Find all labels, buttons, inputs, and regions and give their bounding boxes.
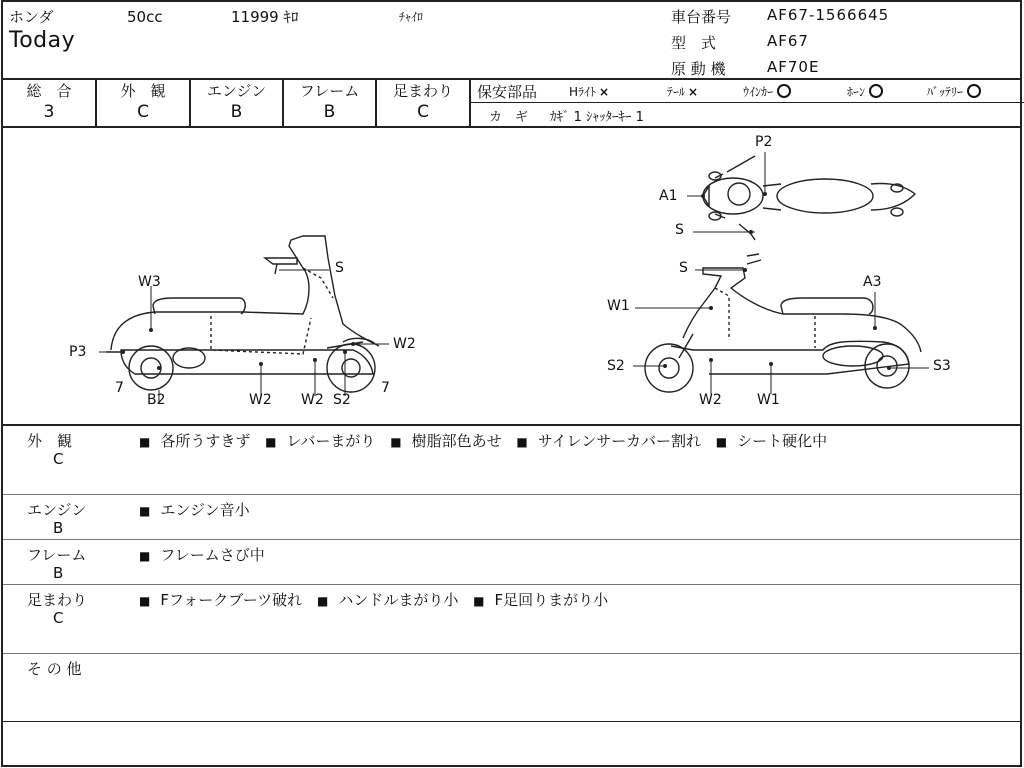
bullet-icon: ■ [473,594,485,608]
label-s-top: S [675,222,684,238]
remark-exterior [3,426,1020,495]
scooter-top-view [703,156,915,240]
item-name: Hﾗｲﾄ [569,85,597,99]
bullet-icon: ■ [139,549,151,563]
leader-dots [121,192,891,370]
safety-item-battery [927,83,981,100]
label-s3: S3 [933,358,951,374]
label-s2-right: S2 [607,358,625,374]
remark-notes [139,544,275,565]
mileage: 11999 ｷﾛ [231,8,299,26]
safety-item-winker [743,83,791,100]
remark-notes [139,430,837,451]
remark-note: 各所うすきず [160,432,251,450]
safety-item-tail [667,83,698,100]
label-w2-c: W2 [393,336,416,352]
model-name: Today [9,28,76,53]
displacement: 50cc [127,8,163,26]
key-label: カ ギ [489,110,529,125]
remark-other [3,654,1020,722]
key-value: ｶｷﾞ 1 ｼｬｯﾀｰｷｰ 1 [550,110,644,125]
grade-label: 足まわり [392,82,453,100]
remark-category: そ の 他 [27,660,82,678]
label-b2: B2 [147,392,166,408]
leader-lines [99,152,929,404]
grade-value: C [137,102,149,122]
remark-note: Fフォークブーツ破れ [160,591,303,609]
damage-diagram [3,128,1020,426]
grade-cell-overall [3,80,97,126]
remark-grade: B [53,519,64,537]
label-w2-b: W2 [301,392,324,408]
label-s-left: S [335,260,344,276]
divider [471,102,1024,103]
label-w2-a: W2 [249,392,272,408]
item-name: ﾊﾞｯﾃﾘｰ [927,85,964,99]
remark-frame [3,540,1020,585]
label-p3: P3 [69,344,87,360]
bullet-icon: ■ [265,435,277,449]
remark-note: F足回りまがり小 [494,591,609,609]
item-name: ﾃｰﾙ [667,85,686,99]
bullet-icon: ■ [139,504,151,518]
label-w1-a: W1 [607,298,630,314]
model-type: AF67 [767,32,809,50]
label-w2-right: W2 [699,392,722,408]
remark-category: フレーム [27,546,87,564]
bullet-icon: ■ [316,594,329,608]
grade-value: B [230,102,243,122]
grade-value: B [323,102,336,122]
grade-label: 総 合 [26,82,72,100]
model-type-label: 型 式 [671,34,717,52]
remark-category: エンジン [27,501,87,519]
label-7-right: 7 [381,380,390,396]
remark-grade: B [53,564,64,582]
circle-mark-icon [967,84,981,98]
label-a3: A3 [863,274,882,290]
bullet-icon: ■ [516,435,528,449]
label-w1-b: W1 [757,392,780,408]
remark-engine [3,495,1020,540]
engine-label: 原 動 機 [671,60,726,78]
safety-label: 保安部品 [477,83,538,101]
remark-grade: C [53,609,64,627]
header [3,2,1020,80]
maker: ホンダ [9,8,54,26]
label-w3: W3 [138,274,161,290]
cross-mark-icon: × [599,85,610,99]
remark-note: エンジン音小 [160,501,250,519]
label-a1: A1 [659,188,678,204]
grade-cell-exterior [97,80,191,126]
grade-value: 3 [43,102,55,122]
engine-type: AF70E [767,58,820,76]
remark-notes [139,589,618,610]
remark-note: 樹脂部色あせ [411,432,502,450]
grades-row [3,80,1020,128]
label-p2: P2 [755,134,773,150]
bullet-icon: ■ [139,435,151,449]
safety-parts [471,80,1024,126]
remark-note: フレームさび中 [160,546,265,564]
remark-note: シート硬化中 [737,432,828,450]
grade-label: 外 観 [120,82,166,100]
frame-no: AF67-1566645 [767,6,890,24]
remark-notes [139,499,260,520]
grade-label: フレーム [299,82,360,100]
remark-category: 足まわり [27,591,88,609]
item-name: ｳｲﾝｶｰ [743,85,774,99]
remark-note: ハンドルまがり小 [338,591,459,609]
grade-cell-engine [191,80,284,126]
bullet-icon: ■ [139,594,151,608]
label-s2: S2 [333,392,351,408]
label-7-left: 7 [115,380,124,396]
remark-note: サイレンサーカバー割れ [537,432,701,450]
remark-note: レバーまがり [286,432,376,450]
bullet-icon: ■ [390,435,402,449]
grade-value: C [417,102,429,122]
color: ﾁｬｲﾛ [399,10,424,24]
frame-no-label: 車台番号 [671,8,732,26]
remark-category: 外 観 [27,432,73,450]
key-row [489,106,644,125]
circle-mark-icon [869,84,883,98]
inspection-sheet [1,0,1022,767]
label-s-right: S [679,260,688,276]
circle-mark-icon [777,84,791,98]
grade-label: エンジン [206,82,267,100]
remark-suspension [3,585,1020,654]
grade-cell-suspension [377,80,471,126]
cross-mark-icon: × [688,85,699,99]
safety-item-headlight [569,83,609,100]
remark-grade: C [53,450,64,468]
item-name: ﾎｰﾝ [847,85,866,99]
bullet-icon: ■ [715,435,728,449]
grade-cell-frame [284,80,377,126]
safety-item-horn [847,83,883,100]
